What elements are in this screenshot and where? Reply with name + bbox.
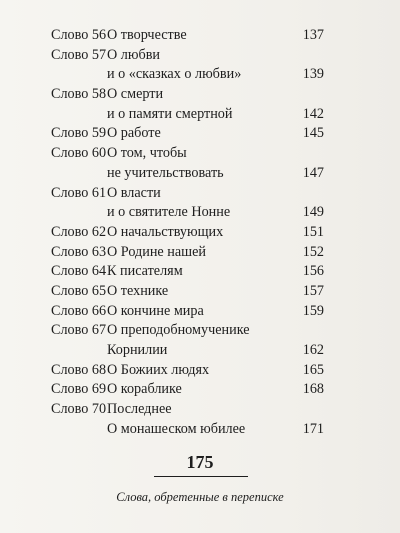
toc-page-number: 157 — [302, 282, 324, 299]
toc-row — [51, 223, 324, 243]
toc-page-number: 142 — [302, 105, 324, 122]
toc-row — [51, 243, 324, 263]
toc-title: О монашеском юбилее — [107, 420, 246, 437]
toc-word-number: Слово 69 — [51, 381, 107, 398]
toc-row — [51, 184, 324, 204]
toc-title: О любви — [107, 46, 160, 63]
toc-page-number: 137 — [302, 27, 324, 43]
toc-title: О работе — [107, 125, 161, 142]
toc-row — [51, 400, 324, 420]
section-caption: Слова, обретенные в переписке — [116, 490, 284, 504]
toc-title: О начальствующих — [107, 223, 224, 240]
toc-word-number: Слово 56 — [51, 27, 107, 43]
toc-title: О Божиих людях — [107, 361, 210, 378]
toc-title: О смерти — [107, 86, 164, 103]
toc-word-number: Слово 70 — [51, 401, 107, 418]
toc-word-number: Слово 65 — [51, 282, 107, 299]
toc-page-number: 171 — [302, 420, 324, 437]
toc-title: не учительствовать — [107, 164, 224, 181]
toc-row — [51, 380, 324, 400]
toc-title: Корнилии — [107, 342, 168, 358]
toc-word-number: Слово 66 — [51, 302, 107, 319]
toc-row — [51, 262, 324, 282]
toc-title: и о «сказках о любви» — [107, 66, 242, 83]
toc-word-number: Слово 62 — [51, 223, 107, 240]
toc-row — [51, 85, 324, 105]
toc-row — [51, 65, 324, 85]
toc-word-number: Слово 57 — [51, 46, 107, 63]
toc-word-number: Слово 61 — [51, 184, 107, 201]
toc-word-number: Слово 68 — [51, 361, 107, 378]
toc-row — [51, 321, 324, 341]
toc-row — [51, 105, 324, 125]
toc-row — [51, 144, 324, 164]
toc-page-number: 145 — [302, 125, 324, 142]
toc-page-number: 168 — [302, 381, 324, 398]
toc-page-number: 147 — [302, 164, 324, 181]
toc-row — [51, 26, 324, 46]
toc-title: О власти — [107, 184, 161, 201]
toc-title: О Родине нашей — [107, 243, 206, 260]
toc-row — [51, 46, 324, 66]
toc-page-number: 152 — [302, 243, 324, 260]
toc-word-number: Слово 58 — [51, 86, 107, 103]
toc-row — [51, 164, 324, 184]
toc-page-number: 151 — [302, 223, 324, 240]
toc-word-number: Слово 67 — [51, 322, 107, 339]
toc-page-number: 165 — [302, 361, 324, 378]
toc-title: О технике — [107, 282, 169, 299]
toc-title: О кораблике — [107, 381, 182, 398]
toc-word-number: Слово 60 — [51, 145, 107, 162]
toc-page-number: 156 — [302, 263, 324, 280]
toc-row — [51, 203, 324, 223]
toc-row — [51, 361, 324, 381]
toc-word-number: Слово 59 — [51, 125, 107, 142]
section-page-number: 175 — [186, 452, 214, 472]
toc-page-number: 162 — [302, 342, 324, 358]
toc-title: К писателям — [107, 263, 183, 280]
toc-row — [51, 124, 324, 144]
toc-row — [51, 341, 324, 361]
toc-row — [51, 420, 324, 440]
toc-title: и о святителе Нонне — [107, 204, 231, 221]
toc-word-number: Слово 64 — [51, 263, 107, 280]
toc-title: Последнее — [107, 401, 172, 418]
toc-title: О том, чтобы — [107, 145, 187, 162]
toc-title: О кончине мира — [107, 302, 204, 319]
footer-rule — [154, 476, 248, 477]
toc-title: О творчестве — [107, 27, 187, 43]
toc-page-number: 159 — [302, 302, 324, 319]
toc-row — [51, 302, 324, 322]
toc-word-number: Слово 63 — [51, 243, 107, 260]
table-of-contents — [51, 26, 324, 439]
toc-page-number: 139 — [302, 66, 324, 83]
toc-row — [51, 282, 324, 302]
toc-page-number: 149 — [302, 204, 324, 221]
toc-title: и о памяти смертной — [107, 105, 233, 122]
toc-title: О преподобномученике — [107, 322, 250, 339]
